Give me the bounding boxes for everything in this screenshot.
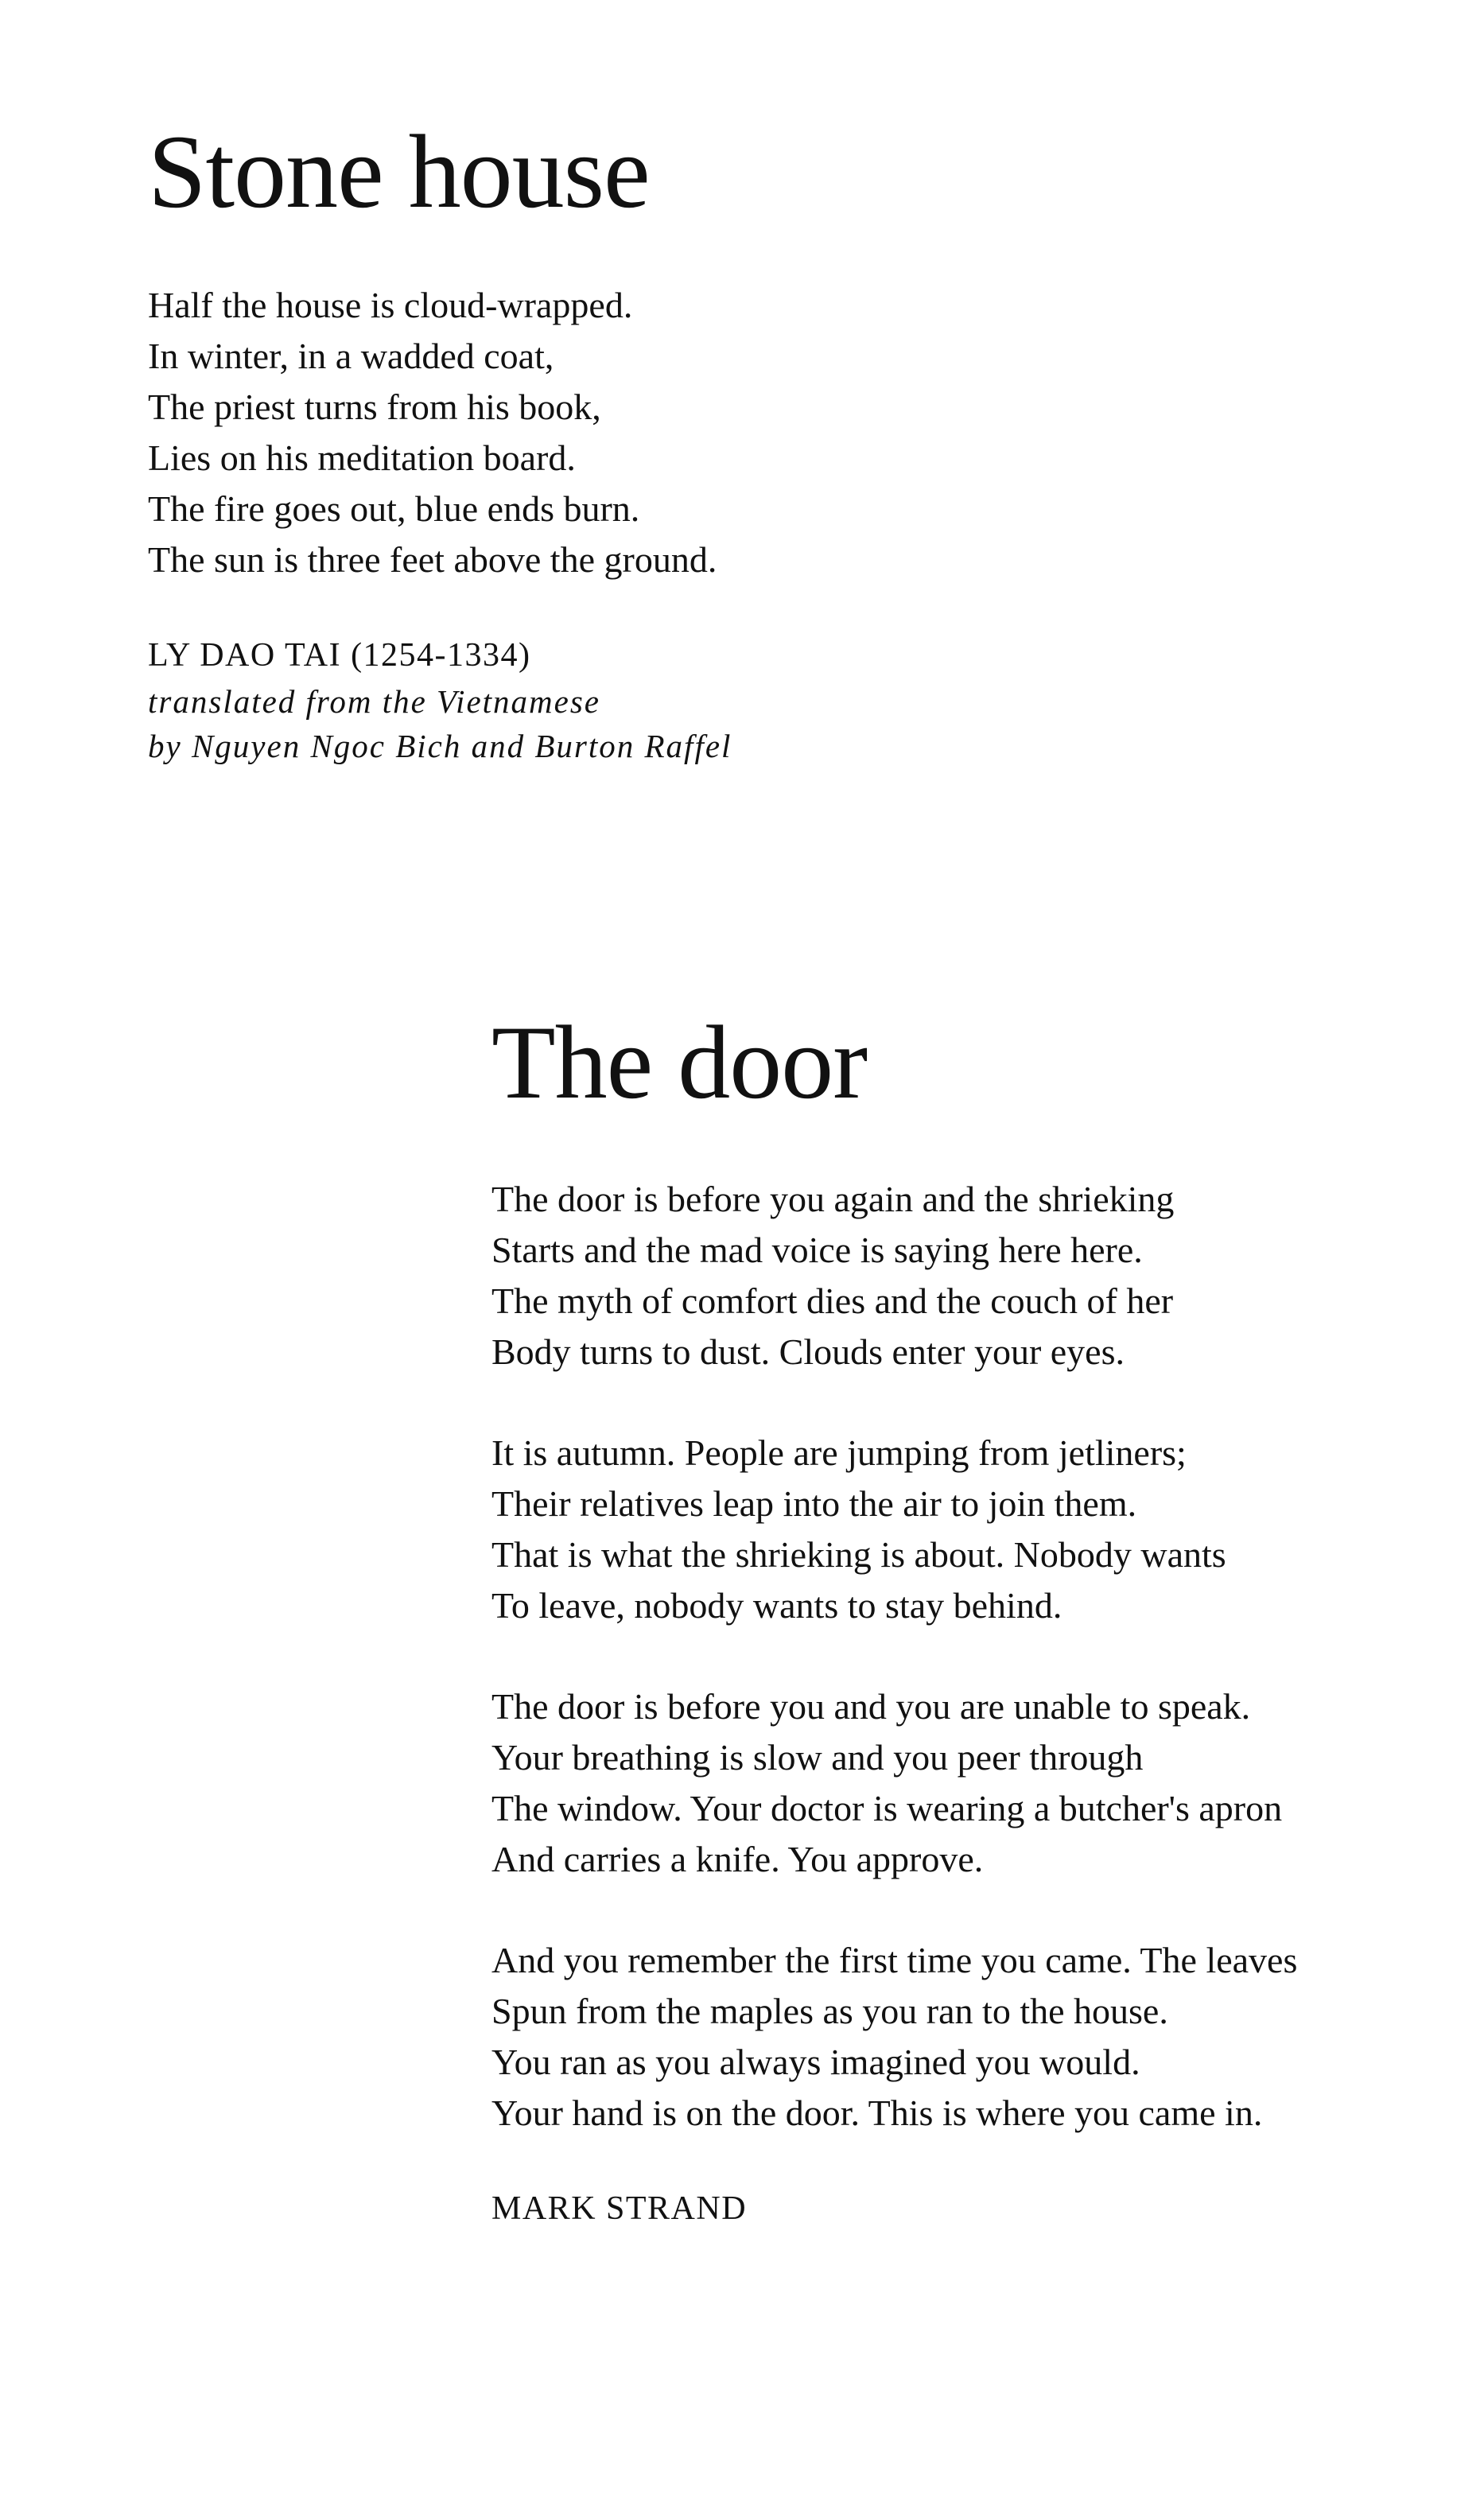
poem-stone-house (148, 113, 943, 768)
poem-line: The window. Your doctor is wearing a butcher's apron (491, 1788, 1283, 1828)
poem-body (491, 1174, 1414, 2139)
poem-line: Starts and the mad voice is saying here here. (491, 1230, 1143, 1270)
poem-line: Half the house is cloud-wrapped. (148, 285, 633, 325)
poem-line: And you remember the first time you came. The leaves (491, 1940, 1298, 1980)
stanza (491, 1935, 1414, 2139)
poem-line: The fire goes out, blue ends burn. (148, 488, 640, 529)
poem-line: The door is before you again and the shrieking (491, 1179, 1175, 1219)
poem-line: To leave, nobody wants to stay behind. (491, 1585, 1062, 1626)
stanza (491, 1174, 1414, 1378)
poem-the-door (491, 1004, 1414, 2228)
poem-line: Their relatives leap into the air to join them. (491, 1483, 1137, 1524)
poem-title: The door (491, 1004, 868, 1121)
poem-line: That is what the shrieking is about. Nobody wants (491, 1534, 1226, 1575)
translator-names: by Nguyen Ngoc Bich and Burton Raffel (148, 728, 732, 764)
poem-body (148, 280, 943, 585)
poem-line: Body turns to dust. Clouds enter your eyes. (491, 1331, 1125, 1372)
poem-title: Stone house (148, 113, 650, 230)
poem-line: The door is before you and you are unable to speak. (491, 1686, 1251, 1727)
poem-line: The sun is three feet above the ground. (148, 539, 717, 580)
translation-credit: translated from the Vietnamese (148, 683, 600, 720)
poem-line: The priest turns from his book, (148, 387, 601, 427)
poem-line: The myth of comfort dies and the couch of her (491, 1280, 1174, 1321)
poem-line: It is autumn. People are jumping from jetliners; (491, 1432, 1187, 1473)
poem-line: Lies on his meditation board. (148, 437, 576, 478)
poem-line: In winter, in a wadded coat, (148, 336, 554, 376)
poem-line: You ran as you always imagined you would. (491, 2042, 1140, 2082)
poem-line: And carries a knife. You approve. (491, 1839, 984, 1879)
stanza (491, 1681, 1414, 1885)
poem-line: Spun from the maples as you ran to the house. (491, 1991, 1168, 2031)
poem-line: Your breathing is slow and you peer through (491, 1737, 1144, 1778)
stanza (491, 1428, 1414, 1631)
poem-line: Your hand is on the door. This is where you came in. (491, 2093, 1263, 2133)
poem-author: MARK STRAND (491, 2190, 748, 2227)
poem-author: LY DAO TAI (1254-1334) (148, 637, 531, 674)
